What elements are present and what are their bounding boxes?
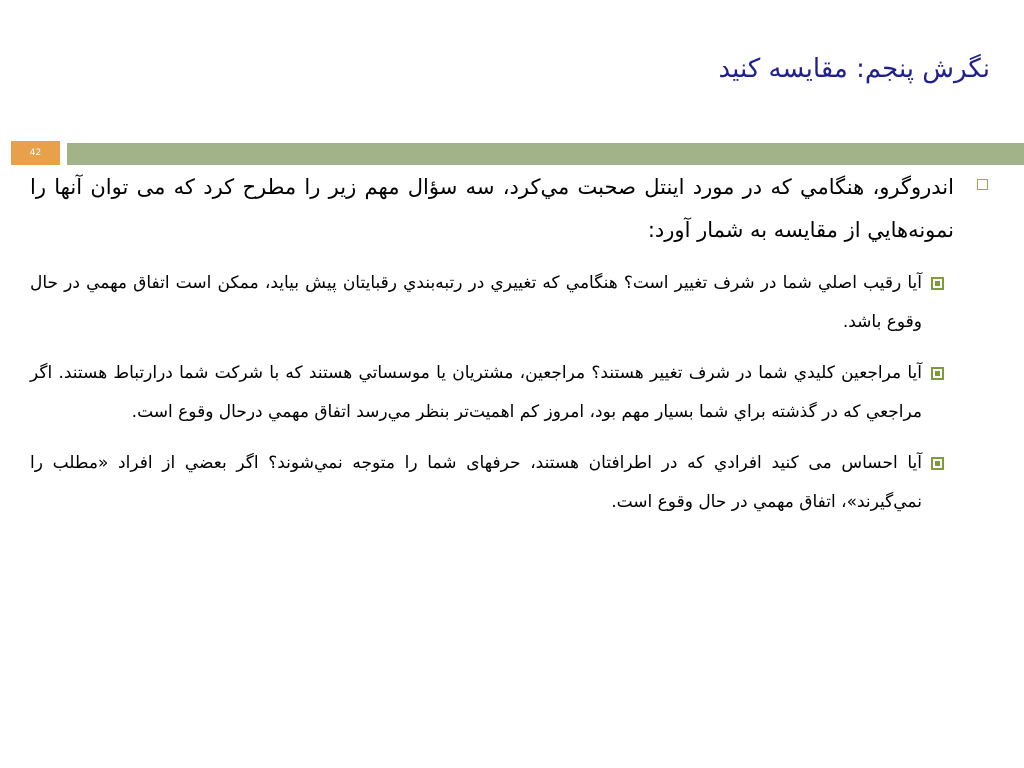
sub-bullet-item-3 <box>30 444 994 522</box>
sub-bullet-text: آيا مراجعين کليدي شما در شرف تغيير هستند؟ مراجعين، مشتريان يا موسساتي هستند که با شرکت شما درارتباط هستند. اگر مراجعي که در گذشته براي شما بسيار مهم بود، امروز کم اهميت‌تر بنظر مي‌رسد اتفاق مهمي درحال وقوع است. <box>30 363 922 422</box>
slide-number: 42 <box>11 141 60 165</box>
slide-content <box>30 166 994 522</box>
bullet-text: اندروگرو، هنگامي که در مورد اينتل صحبت مي‌کرد، سه سؤال مهم زير را مطرح کرد که می توان آنها را نمونه‌هايي از مقايسه به شمار آورد: <box>30 175 954 242</box>
sub-bullet-item-1 <box>30 264 994 342</box>
sub-bullet-text: آيا احساس می کنید افرادي که در اطرافتان هستند، حرفهای شما را متوجه نمي‌شوند؟ اگر بعضي از افراد «مطلب را نمي‌گيرند»، اتفاق مهمي در حال وقوع است. <box>30 453 922 512</box>
filled-square-bullet-icon <box>931 457 944 470</box>
bullet-item-intro <box>30 166 994 252</box>
title-divider-bar <box>67 143 1024 165</box>
filled-square-bullet-icon <box>931 367 944 380</box>
sub-bullet-item-2 <box>30 354 994 432</box>
slide-title: نگرش پنجم: مقایسه کنید <box>718 54 990 84</box>
sub-bullet-text: آيا رقيب اصلي شما در شرف تغيير است؟ هنگامي که تغييري در رتبه‌بندي رقبايتان پيش بيايد، ممکن است اتفاق مهمي در حال وقوع باشد. <box>30 273 922 332</box>
hollow-square-bullet-icon <box>977 179 988 190</box>
filled-square-bullet-icon <box>931 277 944 290</box>
